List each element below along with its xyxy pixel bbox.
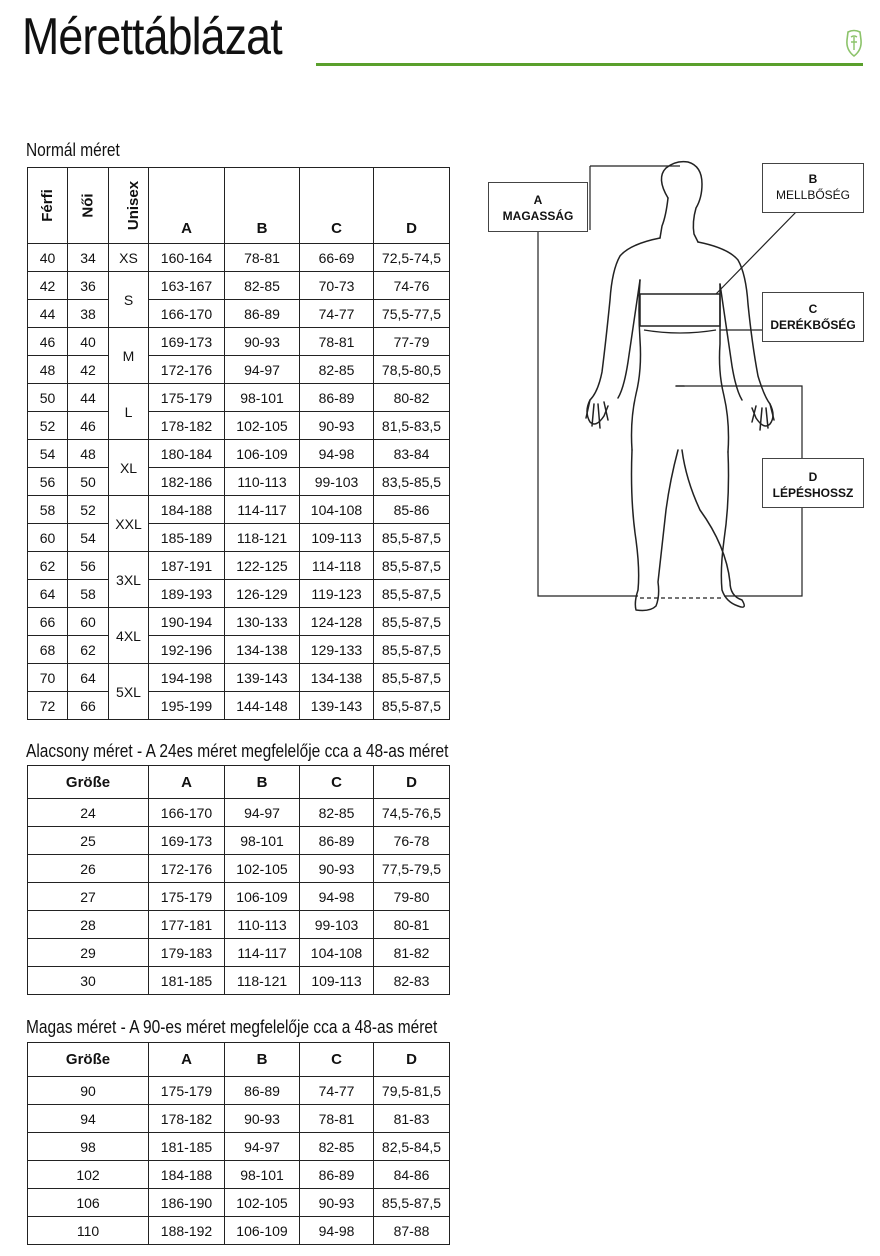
header-size: Größe	[28, 1043, 149, 1077]
cell-a: 180-184	[149, 440, 225, 468]
cell-ferfi: 64	[28, 580, 68, 608]
cell-ferfi: 50	[28, 384, 68, 412]
cell-ferfi: 60	[28, 524, 68, 552]
cell-d: 74-76	[374, 272, 450, 300]
cell-c: 109-113	[300, 967, 374, 995]
cell-a: 194-198	[149, 664, 225, 692]
header-b: B	[225, 168, 300, 244]
table-row	[28, 799, 450, 827]
table-row	[28, 1077, 450, 1105]
cell-b: 98-101	[225, 1161, 300, 1189]
cell-unisex: M	[109, 328, 149, 384]
cell-c: 90-93	[300, 1189, 374, 1217]
cell-d: 82-83	[374, 967, 450, 995]
cell-noi: 50	[68, 468, 109, 496]
cell-a: 169-173	[149, 328, 225, 356]
cell-d: 85,5-87,5	[374, 664, 450, 692]
cell-c: 104-108	[300, 939, 374, 967]
normal-size-caption: Normál méret	[26, 140, 120, 160]
header-a: A	[149, 168, 225, 244]
cell-noi: 66	[68, 692, 109, 720]
cell-ferfi: 72	[28, 692, 68, 720]
table-row	[28, 1133, 450, 1161]
cell-size: 98	[28, 1133, 149, 1161]
cell-c: 134-138	[300, 664, 374, 692]
cell-b: 122-125	[225, 552, 300, 580]
cell-noi: 64	[68, 664, 109, 692]
cell-a: 169-173	[149, 827, 225, 855]
cell-b: 114-117	[225, 939, 300, 967]
cell-ferfi: 62	[28, 552, 68, 580]
cell-ferfi: 66	[28, 608, 68, 636]
table-row	[28, 552, 450, 580]
cell-b: 86-89	[225, 300, 300, 328]
cell-noi: 34	[68, 244, 109, 272]
header-d: D	[374, 1043, 450, 1077]
cell-size: 30	[28, 967, 149, 995]
cell-c: 66-69	[300, 244, 374, 272]
header-c: C	[300, 168, 374, 244]
cell-b: 106-109	[225, 883, 300, 911]
cell-a: 181-185	[149, 1133, 225, 1161]
cell-b: 98-101	[225, 827, 300, 855]
cell-d: 85,5-87,5	[374, 608, 450, 636]
cell-unisex: 5XL	[109, 664, 149, 720]
cell-d: 75,5-77,5	[374, 300, 450, 328]
cell-size: 110	[28, 1217, 149, 1245]
cell-d: 85,5-87,5	[374, 692, 450, 720]
cell-d: 85,5-87,5	[374, 552, 450, 580]
cell-unisex: S	[109, 272, 149, 328]
cell-a: 163-167	[149, 272, 225, 300]
table-row	[28, 855, 450, 883]
cell-a: 166-170	[149, 300, 225, 328]
cell-a: 190-194	[149, 608, 225, 636]
cell-d: 81,5-83,5	[374, 412, 450, 440]
cell-d: 79,5-81,5	[374, 1077, 450, 1105]
cell-unisex: L	[109, 384, 149, 440]
cell-noi: 58	[68, 580, 109, 608]
page-title: Mérettáblázat	[22, 8, 282, 66]
cell-c: 139-143	[300, 692, 374, 720]
cell-noi: 62	[68, 636, 109, 664]
cell-b: 82-85	[225, 272, 300, 300]
cell-d: 72,5-74,5	[374, 244, 450, 272]
brand-logo-icon	[843, 28, 865, 58]
cell-size: 26	[28, 855, 149, 883]
table-row	[28, 911, 450, 939]
table-row	[28, 1217, 450, 1245]
cell-a: 186-190	[149, 1189, 225, 1217]
header-d: D	[374, 766, 450, 799]
cell-a: 187-191	[149, 552, 225, 580]
cell-c: 78-81	[300, 328, 374, 356]
cell-a: 172-176	[149, 855, 225, 883]
label-a-height: A MAGASSÁG	[488, 182, 588, 232]
table-row	[28, 300, 450, 328]
tall-size-table	[27, 1042, 450, 1245]
cell-d: 85,5-87,5	[374, 524, 450, 552]
cell-c: 82-85	[300, 356, 374, 384]
cell-ferfi: 56	[28, 468, 68, 496]
cell-b: 102-105	[225, 855, 300, 883]
cell-b: 90-93	[225, 1105, 300, 1133]
cell-d: 77-79	[374, 328, 450, 356]
cell-c: 86-89	[300, 1161, 374, 1189]
cell-a: 178-182	[149, 1105, 225, 1133]
cell-c: 74-77	[300, 1077, 374, 1105]
cell-ferfi: 44	[28, 300, 68, 328]
table-row	[28, 328, 450, 356]
normal-size-table	[27, 167, 450, 720]
header-b: B	[225, 766, 300, 799]
cell-unisex: 3XL	[109, 552, 149, 608]
header-b: B	[225, 1043, 300, 1077]
cell-d: 85,5-87,5	[374, 636, 450, 664]
cell-noi: 40	[68, 328, 109, 356]
cell-ferfi: 54	[28, 440, 68, 468]
cell-c: 90-93	[300, 855, 374, 883]
cell-ferfi: 40	[28, 244, 68, 272]
cell-c: 94-98	[300, 440, 374, 468]
table-row	[28, 496, 450, 524]
cell-d: 80-82	[374, 384, 450, 412]
cell-c: 86-89	[300, 384, 374, 412]
label-c-waist: C DERÉKBŐSÉG	[762, 292, 864, 342]
cell-c: 109-113	[300, 524, 374, 552]
cell-b: 118-121	[225, 967, 300, 995]
cell-c: 129-133	[300, 636, 374, 664]
cell-b: 139-143	[225, 664, 300, 692]
cell-b: 94-97	[225, 1133, 300, 1161]
table-row	[28, 1189, 450, 1217]
cell-a: 189-193	[149, 580, 225, 608]
cell-noi: 60	[68, 608, 109, 636]
cell-b: 130-133	[225, 608, 300, 636]
body-measurement-figure	[480, 150, 880, 620]
cell-d: 79-80	[374, 883, 450, 911]
cell-a: 166-170	[149, 799, 225, 827]
header-a: A	[149, 766, 225, 799]
title-underline	[316, 63, 863, 66]
cell-b: 126-129	[225, 580, 300, 608]
cell-a: 188-192	[149, 1217, 225, 1245]
cell-d: 87-88	[374, 1217, 450, 1245]
cell-size: 27	[28, 883, 149, 911]
cell-c: 78-81	[300, 1105, 374, 1133]
table-row	[28, 608, 450, 636]
cell-ferfi: 58	[28, 496, 68, 524]
cell-a: 195-199	[149, 692, 225, 720]
cell-d: 76-78	[374, 827, 450, 855]
cell-ferfi: 46	[28, 328, 68, 356]
header-noi: Női	[68, 168, 109, 244]
cell-c: 82-85	[300, 1133, 374, 1161]
cell-b: 78-81	[225, 244, 300, 272]
table-row	[28, 827, 450, 855]
cell-b: 102-105	[225, 412, 300, 440]
table-row	[28, 580, 450, 608]
cell-c: 82-85	[300, 799, 374, 827]
cell-a: 178-182	[149, 412, 225, 440]
cell-c: 119-123	[300, 580, 374, 608]
cell-c: 99-103	[300, 468, 374, 496]
cell-d: 84-86	[374, 1161, 450, 1189]
cell-unisex: XL	[109, 440, 149, 496]
table-row	[28, 356, 450, 384]
cell-c: 94-98	[300, 883, 374, 911]
cell-ferfi: 70	[28, 664, 68, 692]
cell-size: 94	[28, 1105, 149, 1133]
cell-a: 179-183	[149, 939, 225, 967]
cell-noi: 36	[68, 272, 109, 300]
cell-ferfi: 52	[28, 412, 68, 440]
cell-b: 94-97	[225, 799, 300, 827]
cell-d: 81-82	[374, 939, 450, 967]
cell-a: 172-176	[149, 356, 225, 384]
cell-b: 110-113	[225, 468, 300, 496]
cell-a: 160-164	[149, 244, 225, 272]
cell-d: 85,5-87,5	[374, 580, 450, 608]
cell-ferfi: 68	[28, 636, 68, 664]
cell-b: 144-148	[225, 692, 300, 720]
cell-d: 78,5-80,5	[374, 356, 450, 384]
table-row	[28, 440, 450, 468]
cell-size: 28	[28, 911, 149, 939]
table-row	[28, 1161, 450, 1189]
cell-c: 94-98	[300, 1217, 374, 1245]
cell-noi: 44	[68, 384, 109, 412]
cell-c: 114-118	[300, 552, 374, 580]
cell-a: 177-181	[149, 911, 225, 939]
label-d-inseam: D LÉPÉSHOSSZ	[762, 458, 864, 508]
cell-noi: 38	[68, 300, 109, 328]
cell-ferfi: 48	[28, 356, 68, 384]
table-row	[28, 468, 450, 496]
table-row	[28, 384, 450, 412]
table-row	[28, 636, 450, 664]
table-row	[28, 692, 450, 720]
cell-c: 124-128	[300, 608, 374, 636]
tall-size-caption: Magas méret - A 90-es méret megfelelője cca a 48-as méret	[26, 1017, 438, 1037]
cell-c: 90-93	[300, 412, 374, 440]
label-b-chest: B MELLBŐSÉG	[762, 163, 864, 213]
cell-d: 81-83	[374, 1105, 450, 1133]
cell-unisex: XXL	[109, 496, 149, 552]
table-row	[28, 883, 450, 911]
cell-d: 80-81	[374, 911, 450, 939]
cell-a: 184-188	[149, 1161, 225, 1189]
cell-noi: 52	[68, 496, 109, 524]
cell-b: 90-93	[225, 328, 300, 356]
header-d: D	[374, 168, 450, 244]
cell-size: 90	[28, 1077, 149, 1105]
cell-b: 134-138	[225, 636, 300, 664]
header-unisex: Unisex	[109, 168, 149, 244]
table-row	[28, 272, 450, 300]
cell-noi: 48	[68, 440, 109, 468]
cell-size: 102	[28, 1161, 149, 1189]
cell-b: 110-113	[225, 911, 300, 939]
cell-c: 74-77	[300, 300, 374, 328]
cell-b: 86-89	[225, 1077, 300, 1105]
table-row	[28, 412, 450, 440]
cell-b: 102-105	[225, 1189, 300, 1217]
cell-b: 98-101	[225, 384, 300, 412]
cell-d: 74,5-76,5	[374, 799, 450, 827]
cell-b: 118-121	[225, 524, 300, 552]
cell-d: 83-84	[374, 440, 450, 468]
cell-d: 77,5-79,5	[374, 855, 450, 883]
cell-noi: 54	[68, 524, 109, 552]
cell-a: 192-196	[149, 636, 225, 664]
table-row	[28, 1105, 450, 1133]
header-c: C	[300, 766, 374, 799]
table-row	[28, 664, 450, 692]
cell-a: 175-179	[149, 384, 225, 412]
cell-d: 82,5-84,5	[374, 1133, 450, 1161]
table-row	[28, 524, 450, 552]
cell-size: 106	[28, 1189, 149, 1217]
cell-b: 94-97	[225, 356, 300, 384]
cell-d: 85,5-87,5	[374, 1189, 450, 1217]
cell-a: 184-188	[149, 496, 225, 524]
cell-noi: 42	[68, 356, 109, 384]
short-size-table	[27, 765, 450, 995]
cell-unisex: XS	[109, 244, 149, 272]
header-size: Größe	[28, 766, 149, 799]
cell-c: 70-73	[300, 272, 374, 300]
cell-size: 24	[28, 799, 149, 827]
cell-a: 175-179	[149, 883, 225, 911]
header-ferfi: Férfi	[28, 168, 68, 244]
cell-d: 85-86	[374, 496, 450, 524]
cell-b: 114-117	[225, 496, 300, 524]
cell-a: 181-185	[149, 967, 225, 995]
cell-size: 29	[28, 939, 149, 967]
header-c: C	[300, 1043, 374, 1077]
cell-noi: 56	[68, 552, 109, 580]
cell-a: 182-186	[149, 468, 225, 496]
cell-a: 175-179	[149, 1077, 225, 1105]
cell-a: 185-189	[149, 524, 225, 552]
cell-d: 83,5-85,5	[374, 468, 450, 496]
cell-c: 104-108	[300, 496, 374, 524]
table-row	[28, 939, 450, 967]
cell-unisex: 4XL	[109, 608, 149, 664]
table-row	[28, 244, 450, 272]
cell-ferfi: 42	[28, 272, 68, 300]
short-size-caption: Alacsony méret - A 24es méret megfelelője cca a 48-as méret	[26, 741, 449, 761]
header-a: A	[149, 1043, 225, 1077]
cell-size: 25	[28, 827, 149, 855]
cell-c: 86-89	[300, 827, 374, 855]
cell-b: 106-109	[225, 1217, 300, 1245]
cell-b: 106-109	[225, 440, 300, 468]
cell-c: 99-103	[300, 911, 374, 939]
table-row	[28, 967, 450, 995]
cell-noi: 46	[68, 412, 109, 440]
